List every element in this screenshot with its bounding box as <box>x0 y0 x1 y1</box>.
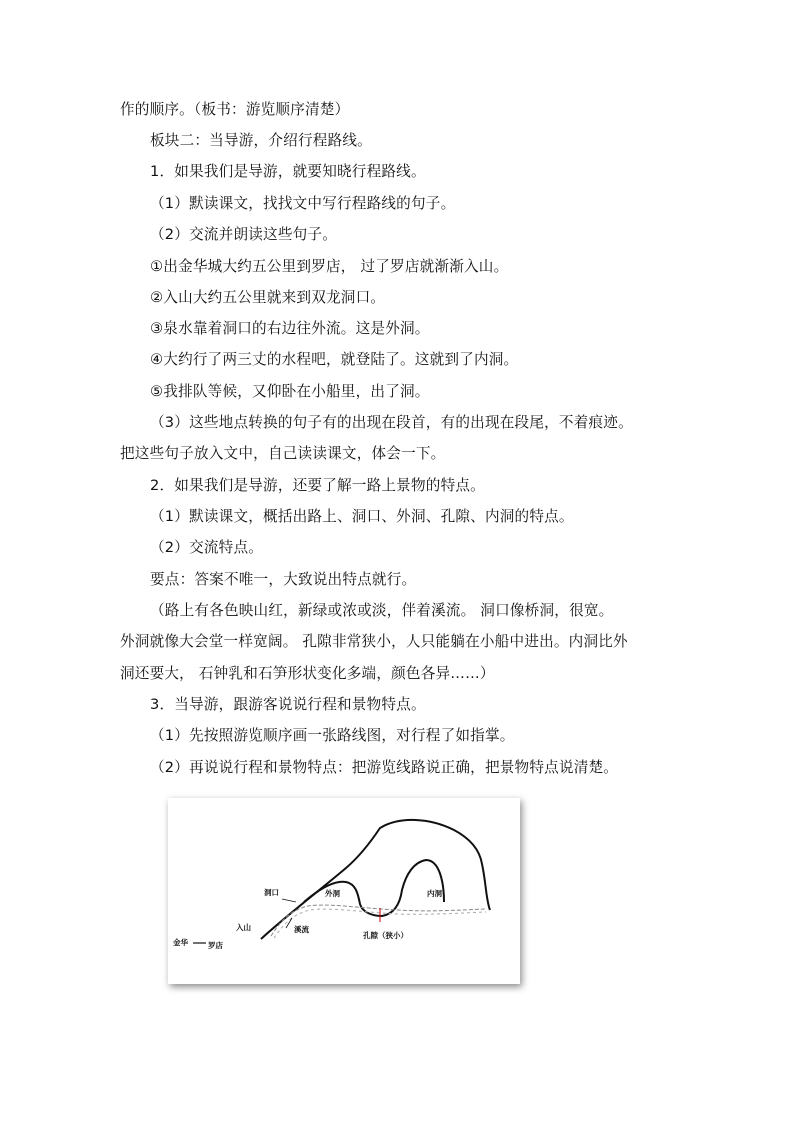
label-luodian: 罗店 <box>208 941 223 950</box>
label-kongxi: 孔隙（狭小） <box>363 931 408 940</box>
text-line-2: 板块二：当导游，介绍行程路线。 <box>150 132 372 149</box>
label-dongkou: 洞口 <box>264 888 279 897</box>
text-line-11: （3）这些地点转换的句子有的出现在段首，有的出现在段尾，不着痕迹。 <box>150 414 633 431</box>
mountain-outline <box>261 820 490 939</box>
cave-outline <box>304 860 444 916</box>
text-line-8: ③泉水靠着洞口的右边往外流。这是外洞。 <box>150 320 430 337</box>
text-line-17: （路上有各色映山红，新绿或浓或淡，伴着溪流。 洞口像桥洞，很宽。 <box>150 602 614 619</box>
text-line-20: 3．当导游，跟游客说说行程和景物特点。 <box>150 696 426 713</box>
text-line-1: 作的顺序。（板书：游览顺序清楚） <box>120 101 350 118</box>
text-line-15: （2）交流特点。 <box>150 539 264 556</box>
route-map-drawing <box>168 798 520 984</box>
label-xiliu: 溪流 <box>294 925 309 934</box>
text-line-16: 要点：答案不唯一，大致说出特点就行。 <box>150 571 417 588</box>
pointer-xiliu <box>286 918 292 928</box>
text-line-12: 把这些句子放入文中，自己读读课文，体会一下。 <box>120 445 446 462</box>
text-line-7: ②入山大约五公里就来到双龙洞口。 <box>150 289 386 306</box>
text-line-3: 1．如果我们是导游，就要知晓行程路线。 <box>150 163 426 180</box>
label-jinhua: 金华 <box>173 938 188 947</box>
text-line-19: 洞还要大， 石钟乳和石笋形状变化多端，颜色各异……） <box>120 665 495 682</box>
label-waidong: 外洞 <box>325 889 340 898</box>
label-rushan: 入山 <box>236 923 251 932</box>
text-line-10: ⑤我排队等候，又仰卧在小船里，出了洞。 <box>150 383 430 400</box>
text-line-5: （2）交流并朗读这些句子。 <box>150 226 338 243</box>
text-line-6: ①出金华城大约五公里到罗店， 过了罗店就渐渐入山。 <box>150 258 509 275</box>
route-map-figure <box>168 798 520 984</box>
text-line-14: （1）默读课文，概括出路上、洞口、外洞、孔隙、内洞的特点。 <box>150 508 574 525</box>
text-line-4: （1）默读课文，找找文中写行程路线的句子。 <box>150 195 456 212</box>
text-line-18: 外洞就像大会堂一样宽阔。 孔隙非常狭小，人只能躺在小船中进出。内洞比外 <box>120 633 628 650</box>
pointer-dongkou <box>282 899 296 902</box>
label-neidong: 内洞 <box>427 889 442 898</box>
text-line-9: ④大约行了两三丈的水程吧，就登陆了。这就到了内洞。 <box>150 351 519 368</box>
text-line-22: （2）再说说行程和景物特点：把游览线路说正确，把景物特点说清楚。 <box>150 759 619 776</box>
text-line-21: （1）先按照游览顺序画一张路线图，对行程了如指掌。 <box>150 727 515 744</box>
text-line-13: 2．如果我们是导游，还要了解一路上景物的特点。 <box>150 477 485 494</box>
